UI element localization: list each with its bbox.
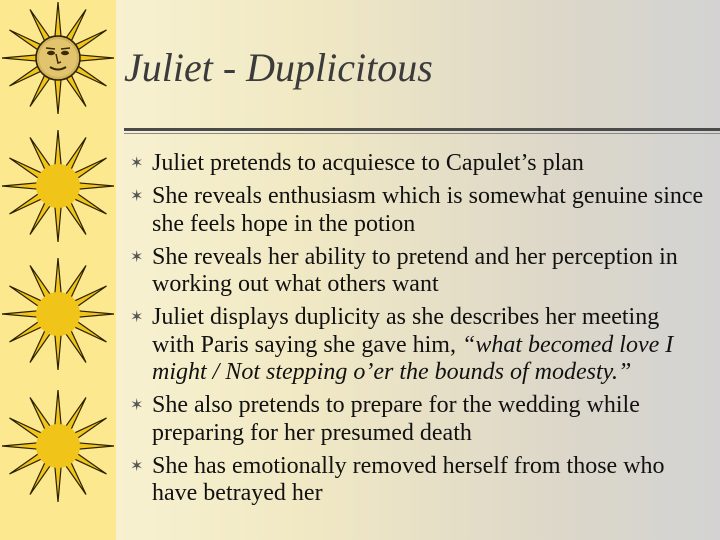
bullet-text: Juliet displays duplicity as she describes her meeting with Paris saying she gave him,: [152, 304, 660, 358]
sun-ray: [74, 286, 107, 307]
sun-ray: [55, 466, 61, 502]
bullet-item: [130, 392, 705, 447]
sun-ray: [30, 398, 51, 431]
sun-ray: [30, 10, 51, 43]
sun-ray: [74, 30, 107, 51]
sun-ray: [10, 30, 43, 51]
sun-ray: [10, 65, 43, 86]
sun-ray: [65, 266, 86, 299]
bullet-item: [130, 304, 705, 387]
sun-ray: [55, 334, 61, 370]
star-burst-icon: ✶: [130, 155, 144, 172]
sun-ray: [65, 74, 86, 107]
sun-ray: [2, 55, 38, 61]
sun-face-icon: [0, 0, 116, 116]
sun-ray: [10, 158, 43, 179]
sun-ray: [2, 443, 38, 449]
sun-ray: [74, 158, 107, 179]
sun-ray: [30, 202, 51, 235]
bullet-text: She reveals her ability to pretend and her perception in working out what others want: [152, 243, 678, 297]
title-divider-thin: [124, 133, 720, 134]
bullet-list: [130, 150, 705, 508]
sun-ray: [30, 74, 51, 107]
sun-ray: [10, 321, 43, 342]
bullet-text: She has emotionally removed herself from those who have betrayed her: [152, 452, 665, 506]
sun-ray: [30, 330, 51, 363]
star-burst-icon: ✶: [130, 248, 144, 266]
sun-ray: [74, 453, 107, 474]
sun-ray: [2, 311, 38, 317]
bullet-text: She reveals enthusiasm which is somewhat genuine since she feels hope in the potion: [152, 183, 704, 237]
sun-ray: [10, 193, 43, 214]
sun-ray: [2, 183, 38, 189]
bullet-item: [130, 453, 705, 508]
sun-ray: [10, 453, 43, 474]
sun-ray: [65, 138, 86, 171]
sun-ray: [65, 462, 86, 495]
sun-ray: [65, 398, 86, 431]
sun-ray: [74, 193, 107, 214]
sun-ray: [30, 266, 51, 299]
sun-ray: [55, 78, 61, 114]
sun-ray: [55, 2, 61, 38]
star-burst-icon: ✶: [130, 309, 144, 326]
bullet-item: [130, 150, 705, 178]
sun-ray: [65, 330, 86, 363]
title-divider: [124, 128, 720, 131]
star-burst-icon: ✶: [130, 188, 144, 205]
sun-ray: [30, 462, 51, 495]
sun-icon: [0, 128, 116, 244]
sun-ray: [78, 55, 114, 61]
sun-ray: [55, 130, 61, 166]
bullet-quote: “what becomed love I might / Not stepping o’er the bounds of modesty.”: [152, 331, 674, 385]
sun-sidebar: [0, 0, 116, 540]
sun-ray: [65, 202, 86, 235]
sun-ray: [78, 443, 114, 449]
bullet-text: Juliet pretends to acquiesce to Capulet’s plan: [152, 150, 584, 176]
sun-icon: [0, 256, 116, 372]
sun-ray: [65, 10, 86, 43]
sun-ray: [74, 65, 107, 86]
sun-ray: [74, 321, 107, 342]
slide-title: Juliet - Duplicitous: [124, 45, 433, 90]
sun-icon: [0, 388, 116, 504]
star-burst-icon: ✶: [130, 457, 144, 475]
sun-ray: [55, 206, 61, 242]
bullet-item: [130, 183, 705, 238]
sun-ray: [10, 286, 43, 307]
sun-ray: [10, 418, 43, 439]
sun-ray: [74, 418, 107, 439]
bullet-text: She also pretends to prepare for the wedding while preparing for her presumed death: [152, 392, 640, 446]
sun-ray: [55, 390, 61, 426]
sun-ray: [78, 311, 114, 317]
bullet-item: [130, 244, 705, 299]
sun-ray: [30, 138, 51, 171]
star-burst-icon: ✶: [130, 397, 144, 414]
sun-ray: [78, 183, 114, 189]
sun-ray: [55, 258, 61, 294]
